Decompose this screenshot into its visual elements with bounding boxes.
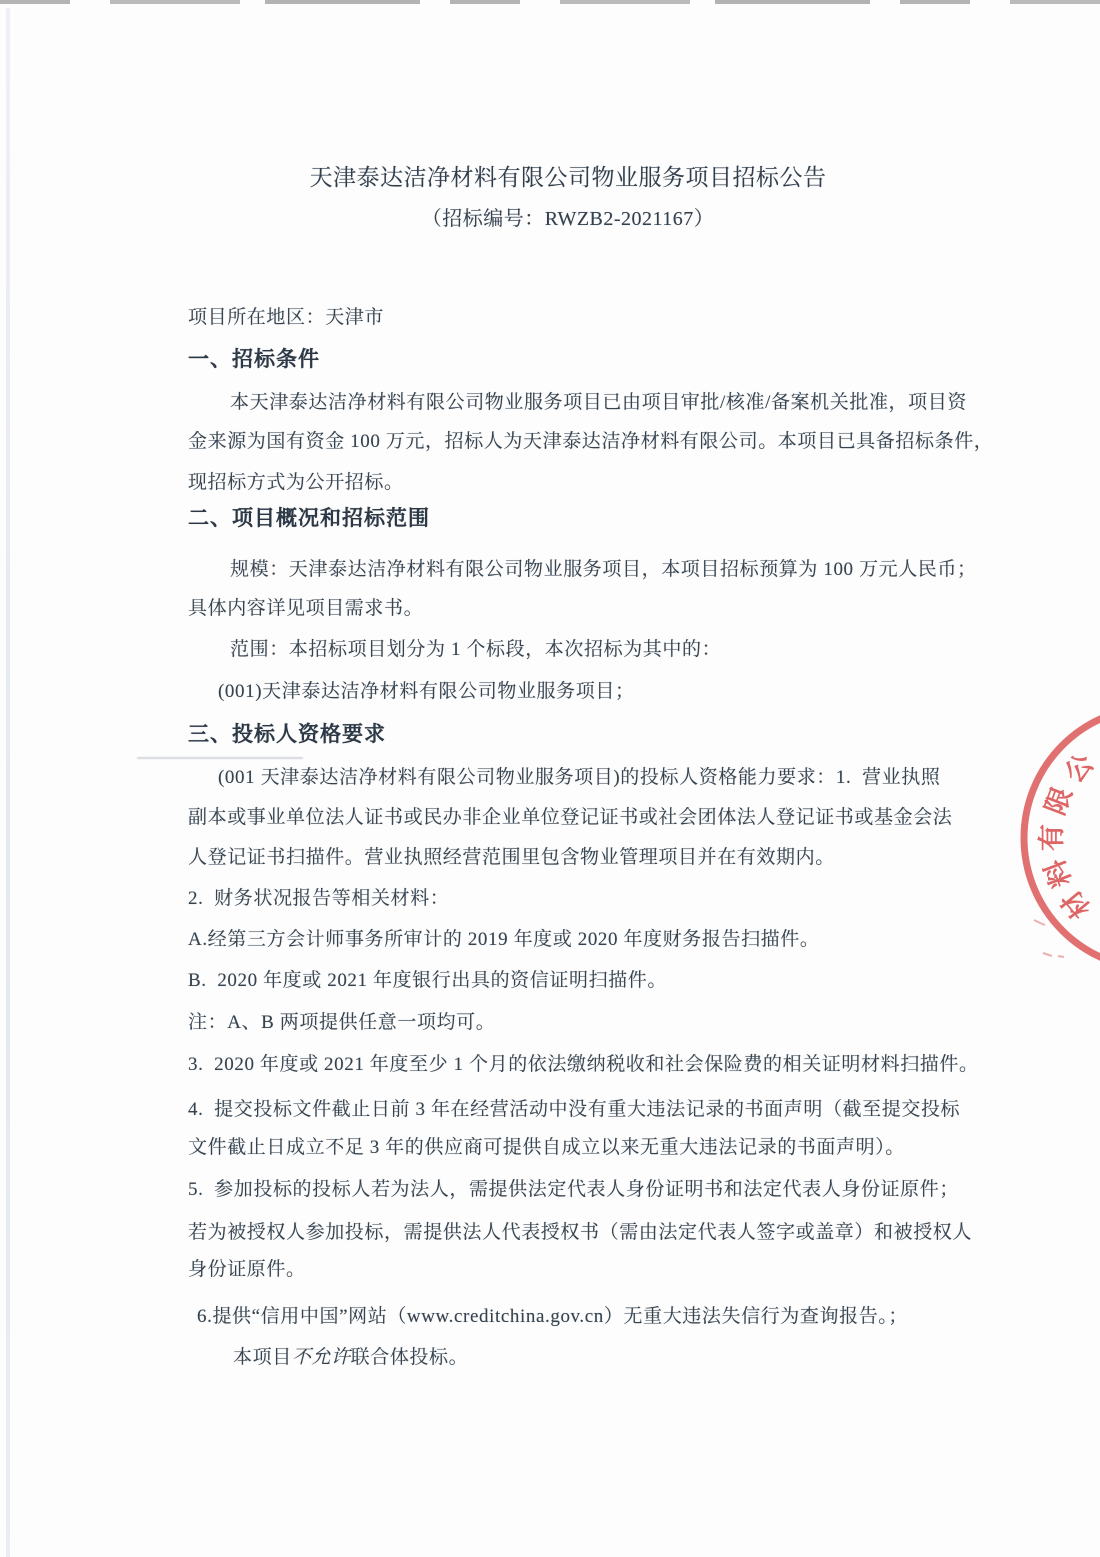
seal-ink-speck	[1043, 953, 1052, 956]
text-line: 现招标方式为公开招标。	[188, 472, 404, 493]
text-line: (001 天津泰达洁净材料有限公司物业服务项目)的投标人资格能力要求：1. 营业执照	[218, 767, 941, 788]
seal-character: 材	[1055, 884, 1097, 925]
text-line: 2. 财务状况报告等相关材料：	[188, 888, 450, 909]
seal-character: 公	[1058, 748, 1100, 789]
text-line: 注：A、B 两项提供任意一项均可。	[188, 1012, 496, 1033]
document-title: 天津泰达洁净材料有限公司物业服务项目招标公告	[309, 164, 827, 190]
text-line: 5. 参加投标的投标人若为法人，需提供法定代表人身份证明书和法定代表人身份证原件；	[188, 1179, 959, 1200]
text-line: A.经第三方会计师事务所审计的 2019 年度或 2020 年度财务报告扫描件。	[188, 929, 820, 950]
seal-ink-speck	[1058, 956, 1064, 957]
document-subtitle: （招标编号：RWZB2-2021167）	[421, 208, 715, 230]
seal-character: 料	[1039, 855, 1078, 892]
final-line-suffix: 联合体投标。	[350, 1347, 469, 1368]
seal-ink-speck	[1034, 920, 1045, 925]
scan-artifact-line	[137, 757, 303, 759]
text-line: 副本或事业单位法人证书或民办非企业单位登记证书或社会团体法人登记证书或基金会法	[188, 807, 953, 828]
text-line: 范围：本招标项目划分为 1 个标段，本次招标为其中的：	[230, 639, 722, 660]
section-1-heading: 一、招标条件	[188, 348, 320, 371]
scan-artifact-top-edge	[0, 0, 1100, 4]
text-line: 人登记证书扫描件。营业执照经营范围里包含物业管理项目并在有效期内。	[188, 847, 835, 868]
text-line: 3. 2020 年度或 2021 年度至少 1 个月的依法缴纳税收和社会保险费的相关证明材料扫描件。	[188, 1054, 979, 1075]
final-line-prefix: 本项目	[233, 1347, 292, 1368]
seal-character: 限	[1039, 783, 1078, 820]
text-line: 身份证原件。	[188, 1259, 306, 1280]
red-company-seal-stamp	[990, 650, 1100, 1030]
text-line: 本天津泰达洁净材料有限公司物业服务项目已由项目审批/核准/备案机关批准，项目资	[230, 392, 967, 413]
seal-character: 有	[1037, 824, 1067, 851]
text-line	[233, 1346, 468, 1370]
final-line-emphasis: 不允许	[291, 1347, 351, 1368]
text-line: 若为被授权人参加投标，需提供法人代表授权书（需由法定代表人签字或盖章）和被授权人	[188, 1222, 973, 1243]
scan-artifact-left-edge	[6, 8, 10, 1557]
text-line: 具体内容详见项目需求书。	[188, 598, 424, 619]
text-line: 文件截止日成立不足 3 年的供应商可提供自成立以来无重大违法记录的书面声明）。	[188, 1137, 905, 1158]
text-line: 规模：天津泰达洁净材料有限公司物业服务项目，本项目招标预算为 100 万元人民币；	[230, 559, 977, 580]
project-location-line: 项目所在地区：天津市	[188, 307, 385, 328]
text-line: B. 2020 年度或 2021 年度银行出具的资信证明扫描件。	[188, 970, 667, 991]
text-line: 4. 提交投标文件截止日前 3 年在经营活动中没有重大违法记录的书面声明（截至提交投标	[188, 1099, 961, 1120]
text-line: (001)天津泰达洁净材料有限公司物业服务项目；	[218, 681, 635, 702]
section-2-heading: 二、项目概况和招标范围	[188, 507, 430, 530]
text-line: 金来源为国有资金 100 万元，招标人为天津泰达洁净材料有限公司。本项目已具备招标条件，	[188, 431, 994, 452]
text-line: 6.提供“信用中国”网站（www.creditchina.gov.cn）无重大违法失信行为查询报告。；	[197, 1306, 908, 1327]
section-3-heading: 三、投标人资格要求	[188, 723, 386, 746]
